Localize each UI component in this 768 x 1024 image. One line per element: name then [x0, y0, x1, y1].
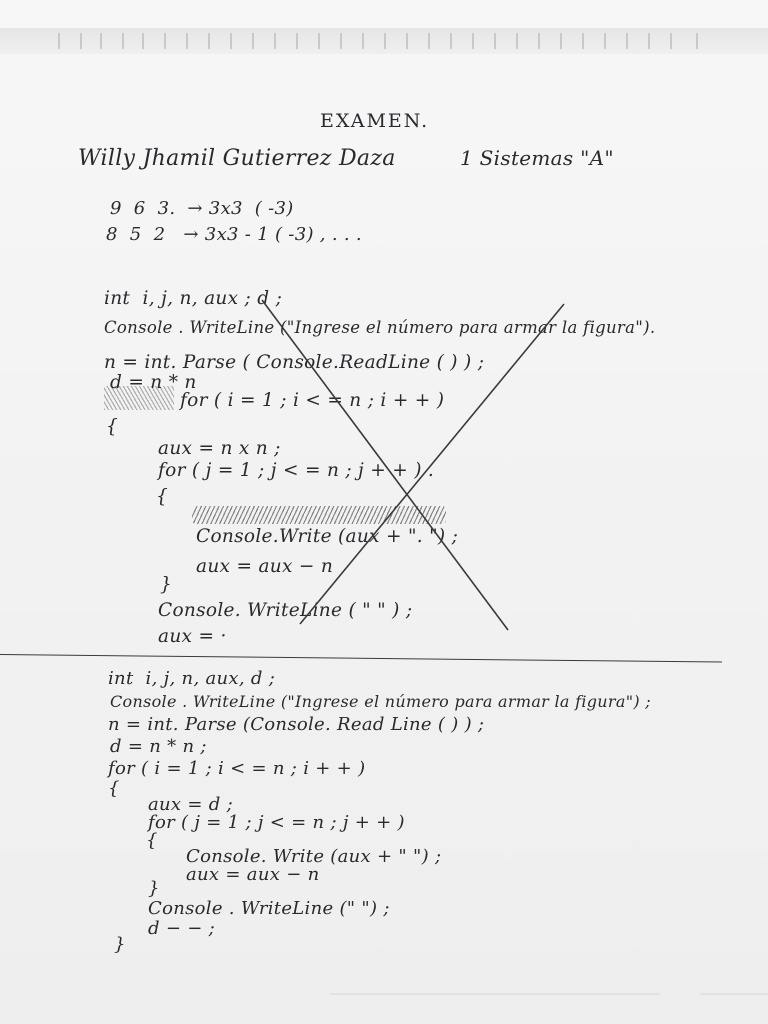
- draft-code-line: Console . WriteLine ("Ingrese el número para armar la figura").: [104, 318, 656, 337]
- final-code-line: n = int. Parse (Console. Read Line ( ) ) ;: [108, 714, 485, 735]
- page-edge-line: [330, 993, 660, 995]
- pattern-note-2: 8 5 2 → 3x3 - 1 ( -3) , . . .: [106, 224, 362, 245]
- final-code-line: Console . WriteLine ("Ingrese el número para armar la figura") ;: [110, 692, 651, 711]
- pattern-note-1: 9 6 3. → 3x3 ( -3): [110, 198, 294, 219]
- final-code-line: for ( i = 1 ; i < = n ; i + + ): [108, 758, 366, 779]
- final-code-line: int i, j, n, aux, d ;: [108, 668, 276, 689]
- draft-code-line: {: [156, 486, 169, 507]
- class-section: 1 Sistemas "A": [460, 146, 614, 170]
- draft-code-line: n = int. Parse ( Console.ReadLine ( ) ) ;: [104, 352, 485, 373]
- exam-title: EXAMEN.: [320, 110, 430, 132]
- draft-code-line: }: [160, 574, 173, 595]
- draft-code-line: for ( i = 1 ; i < = n ; i + + ): [180, 390, 445, 411]
- final-code-line: }: [148, 878, 160, 899]
- final-code-line: for ( j = 1 ; j < = n ; j + + ): [148, 812, 405, 833]
- draft-code-line: aux = ·: [158, 626, 227, 647]
- cross-stroke: [262, 300, 508, 630]
- draft-code-line: int i, j, n, aux ; d ;: [104, 288, 283, 309]
- final-code-line: d − − ;: [148, 918, 216, 939]
- student-name: Willy Jhamil Gutierrez Daza: [78, 146, 396, 171]
- draft-code-line: d = n * n: [110, 372, 197, 393]
- final-code-line: }: [114, 934, 126, 955]
- cross-stroke: [300, 304, 564, 624]
- draft-code-line: for ( j = 1 ; j < = n ; j + + ) .: [158, 460, 435, 481]
- page-edge-line: [700, 993, 768, 995]
- final-code-line: Console . WriteLine (" ") ;: [148, 898, 390, 919]
- draft-code-line: Console. WriteLine ( " " ) ;: [158, 600, 413, 621]
- draft-code-line: {: [106, 416, 119, 437]
- final-code-line: Console. Write (aux + " ") ;: [186, 846, 442, 867]
- final-code-line: {: [146, 830, 158, 851]
- draft-code-line: aux = aux − n: [196, 556, 334, 577]
- draft-code-line: aux = n x n ;: [158, 438, 281, 459]
- final-code-line: d = n * n ;: [110, 736, 207, 757]
- draft-code-line: Console.Write (aux + ". ") ;: [196, 526, 459, 547]
- final-code-line: {: [108, 778, 120, 799]
- final-code-line: aux = d ;: [148, 794, 234, 815]
- final-code-line: aux = aux − n: [186, 864, 320, 885]
